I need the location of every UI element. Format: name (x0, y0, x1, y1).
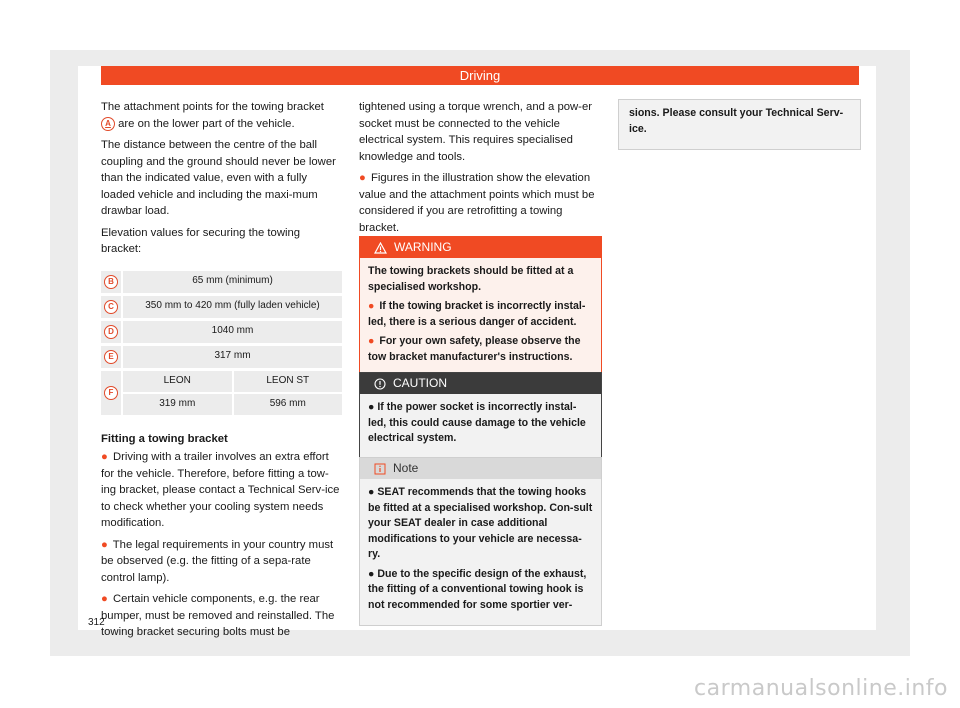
column-left (101, 99, 342, 646)
table-cell: 319 mm (123, 394, 232, 415)
distance-paragraph: The distance between the centre of the ball coupling and the ground should never be lower than the indicated value, even with a fully loaded vehicle and including the maxi-mum drawbar load. (101, 139, 336, 217)
bullet-icon: ● (368, 335, 375, 347)
bullet-icon: ● (368, 567, 375, 580)
table-row (101, 371, 342, 415)
badge-a-icon: A (101, 117, 115, 131)
note-header (360, 458, 601, 479)
table-row (101, 296, 342, 318)
list-item: ● SEAT recommends that the towing hooks be fitted at a specialised workshop. Con-sult your SEAT dealer in case additional modifications to your vehicle are necessa-ry. (368, 486, 593, 560)
warning-title: WARNING (394, 239, 452, 254)
warning-intro: The towing brackets should be fitted at a specialised workshop. (368, 265, 574, 293)
warning-header (360, 237, 601, 258)
badge-c-icon: C (104, 300, 118, 314)
section-header (101, 66, 859, 85)
badge-e-icon: E (104, 350, 118, 364)
note-continuation-text: sions. Please consult your Technical Serv-ice. (629, 107, 844, 135)
table-cell: 596 mm (234, 394, 343, 415)
list-item: ● Certain vehicle components, e.g. the rear bumper, must be removed and reinstalled. The towing bracket securing bolts must be (101, 593, 335, 638)
bullet-icon: ● (368, 300, 375, 312)
bullet-icon: ● (368, 486, 375, 498)
bullet-icon: ● (101, 451, 108, 463)
table-cell: 350 mm to 420 mm (fully laden vehicle) (123, 296, 342, 318)
caution-circle-icon (374, 378, 386, 390)
bullet-icon: ● (368, 401, 375, 413)
note-box (359, 457, 602, 626)
table-header-leon: LEON (123, 371, 232, 392)
list-item: ● If the power socket is incorrectly instal-led, this could cause damage to the vehicle electrical system. (368, 401, 586, 444)
list-item: ● Due to the specific design of the exhaust, the fitting of a conventional towing hook is not recommended for some sportier ver- (368, 567, 587, 611)
watermark: carmanualsonline.info (694, 676, 948, 701)
table-cell: 317 mm (123, 346, 342, 368)
table-cell: 1040 mm (123, 321, 342, 343)
table-row (101, 321, 342, 343)
section-title: Driving (459, 68, 501, 83)
note-continuation-box (618, 99, 861, 150)
info-icon (374, 463, 386, 475)
caution-box (359, 372, 602, 460)
badge-b-icon: B (104, 275, 118, 289)
caution-title: CAUTION (393, 375, 447, 390)
note-title: Note (393, 460, 419, 475)
table-row (101, 346, 342, 368)
list-item: ● Figures in the illustration show the elevation value and the attachment points which must be considered if you are retrofitting a towing bracket. (359, 172, 595, 234)
continuation-paragraph: tightened using a torque wrench, and a pow-er socket must be connected to the vehicle electrical system. This requires specialised knowledge and tools. (359, 101, 592, 163)
list-item: ● For your own safety, please observe the tow bracket manufacturer's instructions. (368, 335, 581, 363)
table-header-leon-st: LEON ST (234, 371, 343, 392)
caution-header (360, 373, 601, 394)
table-cell: 65 mm (minimum) (123, 271, 342, 293)
fitting-heading: Fitting a towing bracket (101, 432, 228, 445)
list-item: ● If the towing bracket is incorrectly instal-led, there is a serious danger of accident. (368, 300, 586, 328)
table-row (101, 271, 342, 293)
badge-d-icon: D (104, 325, 118, 339)
elevation-paragraph: Elevation values for securing the towing bracket: (101, 226, 301, 255)
bullet-icon: ● (359, 172, 366, 184)
list-item: ● The legal requirements in your country must be observed (e.g. the fitting of a sepa-rate control lamp). (101, 538, 334, 584)
page-number: 312 (88, 617, 105, 628)
intro-paragraph: The attachment points for the towing bracket A are on the lower part of the vehicle. (101, 101, 324, 130)
column-middle (359, 99, 601, 241)
warning-box (359, 236, 602, 378)
warning-triangle-icon (374, 242, 387, 254)
badge-f-icon: F (104, 386, 118, 400)
bullet-icon: ● (101, 593, 108, 605)
elevation-table (101, 271, 342, 415)
list-item: ● Driving with a trailer involves an extra effort for the vehicle. Therefore, before fitting a tow-ing bracket, please contact a Technical Serv-ice to check whether your cooling system needs modification. (101, 451, 340, 529)
bullet-icon: ● (101, 538, 108, 551)
